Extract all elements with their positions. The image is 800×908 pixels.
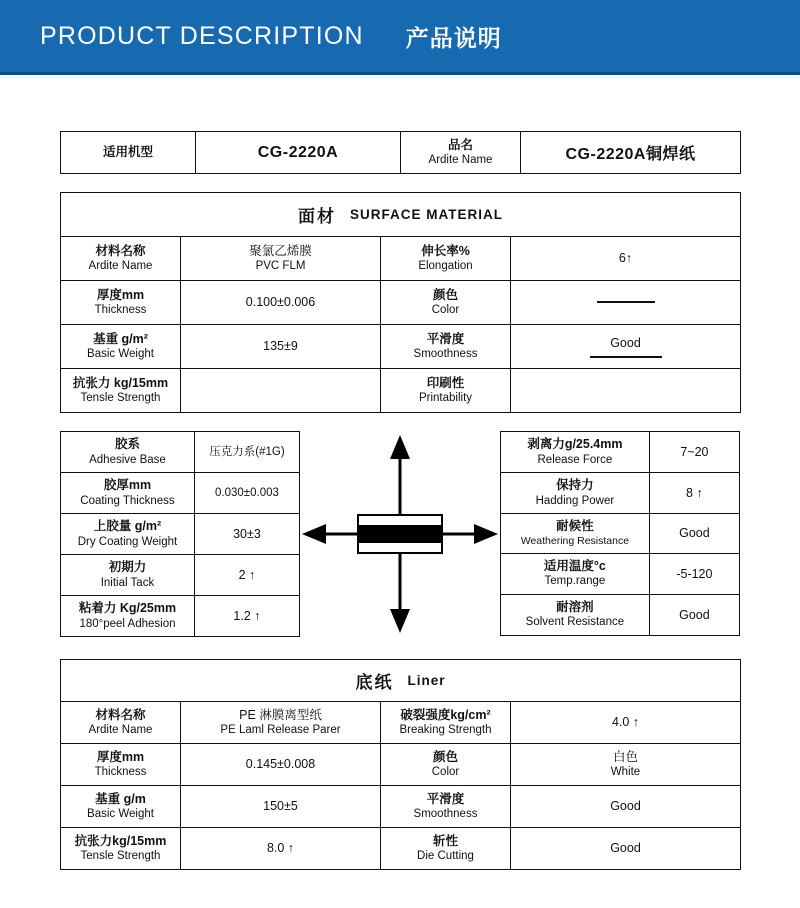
solvent-resistance-value	[649, 594, 739, 635]
product-name-value-text: CG-2220A铜焊纸	[565, 146, 696, 163]
liner-thickness-label	[61, 744, 181, 786]
label-cn: 胶系	[114, 437, 140, 451]
label-en: Tensle Strength	[80, 850, 161, 863]
value-en: PVC FLM	[255, 260, 306, 273]
value-text: Good	[679, 607, 710, 622]
label-cn: 剥离力g/25.4mm	[527, 437, 623, 451]
value-en: White	[610, 766, 641, 779]
label-en: Color	[431, 766, 460, 779]
weathering-resistance-label	[501, 514, 650, 554]
label-cn: 耐溶剂	[556, 599, 594, 614]
value-text: Good	[590, 335, 662, 357]
label-cn: 适用温度°c	[543, 558, 606, 573]
label-en: Basic Weight	[87, 808, 154, 821]
liner-breaking-strength-label	[381, 702, 511, 744]
performance-table	[500, 431, 740, 636]
initial-tack-label	[61, 555, 195, 596]
surface-basic-weight-label	[61, 325, 181, 369]
hadding-power-label	[501, 473, 650, 514]
table-row	[501, 432, 740, 473]
liner-material-name-value	[181, 702, 381, 744]
label-cn: 耐候性	[556, 519, 594, 533]
liner-smoothness-value	[511, 786, 741, 828]
hadding-power-value	[649, 473, 739, 514]
coating-thickness-value	[194, 473, 299, 514]
surface-color-value	[511, 281, 741, 325]
product-name-value	[521, 132, 741, 174]
product-name-label-cn: 品名	[447, 137, 473, 152]
label-cn: 基重 g/m	[95, 791, 146, 806]
surface-material-name-value	[181, 237, 381, 281]
table-row	[61, 786, 741, 828]
dry-coating-weight-value	[194, 514, 299, 555]
value-text: 0.100±0.006	[245, 295, 316, 310]
label-cn: 斩性	[432, 833, 458, 848]
value-text: 8.0 ↑	[266, 841, 295, 856]
surface-elongation-value	[511, 237, 741, 281]
value-en: PE Laml Release Parer	[220, 724, 341, 737]
label-en: Elongation	[418, 260, 473, 273]
surface-material-table	[60, 192, 741, 413]
liner-color-label	[381, 744, 511, 786]
structure-diagram	[300, 433, 500, 635]
peel-adhesion-label	[61, 596, 195, 637]
table-row	[501, 553, 740, 594]
label-en: Release Force	[537, 453, 613, 466]
page-title-cn: 产品说明	[405, 24, 502, 51]
value-text: 7~20	[680, 444, 709, 459]
label-en: Solvent Resistance	[525, 616, 625, 629]
model-table	[60, 131, 741, 174]
label-en: Dry Coating Weight	[77, 535, 178, 548]
liner-section-header	[61, 660, 741, 702]
table-row	[61, 744, 741, 786]
label-en: Tensle Strength	[80, 392, 161, 405]
label-en: 180°peel Adhesion	[79, 617, 176, 630]
liner-section-header-row	[61, 660, 741, 702]
value-cn: 白色	[613, 750, 639, 765]
adhesive-base-label	[61, 432, 195, 473]
product-name-label-en: Ardite Name	[428, 154, 493, 167]
label-en: Initial Tack	[100, 576, 155, 589]
label-cn: 颜色	[432, 287, 458, 302]
adhesive-base-value	[194, 432, 299, 473]
label-cn: 材料名称	[95, 707, 146, 722]
surface-basic-weight-value	[181, 325, 381, 369]
label-cn: 抗张力kg/15mm	[74, 833, 167, 848]
label-en: Ardite Name	[88, 724, 153, 737]
label-cn: 平滑度	[426, 331, 465, 346]
surface-printability-value	[511, 369, 741, 413]
surface-thickness-value	[181, 281, 381, 325]
liner-color-value	[511, 744, 741, 786]
page-header-banner	[0, 0, 800, 72]
surface-section-header-row	[61, 193, 741, 237]
table-row	[501, 514, 740, 554]
value-text: 0.030±0.003	[215, 486, 279, 499]
initial-tack-value	[194, 555, 299, 596]
surface-material-name-label	[61, 237, 181, 281]
release-force-label	[501, 432, 650, 473]
applicable-model-label	[61, 132, 196, 174]
product-name-label	[401, 132, 521, 174]
liner-thickness-value	[181, 744, 381, 786]
table-row	[61, 132, 741, 174]
liner-tensile-strength-value	[181, 828, 381, 870]
surface-elongation-label	[381, 237, 511, 281]
surface-section-title-cn: 面材	[298, 207, 336, 226]
liner-die-cutting-label	[381, 828, 511, 870]
surface-color-label	[381, 281, 511, 325]
liner-smoothness-label	[381, 786, 511, 828]
surface-section-header	[61, 193, 741, 237]
table-row	[61, 369, 741, 413]
applicable-model-value-text: CG-2220A	[257, 143, 339, 161]
table-row	[61, 596, 300, 637]
surface-printability-label	[381, 369, 511, 413]
label-en: Die Cutting	[417, 850, 474, 863]
value-text: 0.145±0.008	[245, 757, 316, 772]
weathering-resistance-value	[649, 514, 739, 554]
value-text: 4.0 ↑	[611, 715, 640, 730]
liner-material-name-label	[61, 702, 181, 744]
label-cn: 初期力	[108, 560, 147, 574]
value-text: 2 ↑	[238, 567, 256, 582]
applicable-model-value	[196, 132, 401, 174]
applicable-model-label-cn: 适用机型	[102, 144, 153, 159]
label-en: Smoothness	[413, 808, 478, 821]
surface-smoothness-label	[381, 325, 511, 369]
value-text: 8 ↑	[686, 485, 703, 500]
label-en: Breaking Strength	[399, 724, 492, 737]
value-text: Good	[610, 841, 641, 856]
table-row	[61, 281, 741, 325]
liner-table	[60, 659, 741, 870]
value-text: 1.2 ↑	[233, 608, 261, 623]
label-cn: 基重 g/m²	[93, 331, 148, 346]
label-cn: 颜色	[432, 749, 458, 764]
coating-thickness-label	[61, 473, 195, 514]
value-text: 30±3	[233, 526, 261, 541]
four-direction-arrow-cross-icon	[300, 433, 500, 635]
page-title-en: PRODUCT DESCRIPTION	[40, 21, 364, 50]
table-row	[61, 514, 300, 555]
label-en: Weathering Resistance	[520, 534, 630, 547]
release-force-value	[649, 432, 739, 473]
middle-section	[60, 431, 740, 637]
label-cn: 伸长率%	[421, 243, 470, 258]
table-row	[61, 432, 300, 473]
liner-section-title-en: Liner	[407, 673, 446, 688]
label-cn: 平滑度	[426, 791, 465, 806]
value-text	[181, 386, 380, 396]
value-text: 压克力系(#1G)	[209, 445, 285, 458]
surface-tensile-strength-label	[61, 369, 181, 413]
temp-range-value	[649, 553, 739, 594]
liner-breaking-strength-value	[511, 702, 741, 744]
label-cn: 材料名称	[95, 243, 146, 258]
solvent-resistance-label	[501, 594, 650, 635]
liner-section-title-cn: 底纸	[355, 673, 394, 692]
label-cn: 胶厚mm	[103, 478, 152, 492]
liner-die-cutting-value	[511, 828, 741, 870]
label-cn: 粘着力 Kg/25mm	[78, 601, 177, 615]
table-row	[501, 594, 740, 635]
value-text: 6↑	[618, 251, 633, 266]
label-cn: 抗张力 kg/15mm	[72, 375, 169, 390]
banner-divider	[0, 72, 800, 75]
adhesive-table	[60, 431, 300, 637]
label-en: Coating Thickness	[80, 494, 175, 507]
label-en: Thickness	[94, 766, 147, 779]
label-en: Ardite Name	[88, 260, 153, 273]
label-en: Temp.range	[544, 575, 606, 588]
liner-basic-weight-value	[181, 786, 381, 828]
table-row	[61, 555, 300, 596]
table-row	[61, 702, 741, 744]
label-en: Adhesive Base	[89, 453, 166, 466]
surface-section-title-en: SURFACE MATERIAL	[350, 207, 503, 222]
label-cn: 上胶量 g/m²	[93, 519, 162, 533]
blank-dash-mark	[597, 301, 655, 303]
label-en: Thickness	[94, 304, 147, 317]
label-en: Color	[431, 304, 460, 317]
label-en: Hadding Power	[535, 494, 615, 507]
dry-coating-weight-label	[61, 514, 195, 555]
temp-range-label	[501, 553, 650, 594]
value-cn: 聚氯乙烯膜	[249, 244, 312, 259]
label-en: Printability	[418, 392, 473, 405]
value-text: 135±9	[263, 339, 298, 354]
label-cn: 厚度mm	[96, 287, 145, 302]
peel-adhesion-value	[194, 596, 299, 637]
value-text: -5-120	[676, 566, 713, 581]
value-text: Good	[610, 799, 641, 814]
label-cn: 印刷性	[426, 375, 465, 390]
table-row	[61, 473, 300, 514]
liner-tensile-strength-label	[61, 828, 181, 870]
label-cn: 厚度mm	[96, 749, 145, 764]
liner-basic-weight-label	[61, 786, 181, 828]
surface-smoothness-value	[511, 325, 741, 369]
surface-thickness-label	[61, 281, 181, 325]
surface-tensile-strength-value	[181, 369, 381, 413]
table-row	[61, 325, 741, 369]
label-cn: 保持力	[556, 478, 594, 492]
value-cn: PE 淋膜离型纸	[239, 708, 322, 723]
value-text	[511, 386, 740, 396]
label-en: Basic Weight	[87, 348, 154, 361]
table-row	[61, 828, 741, 870]
label-cn: 破裂强度kg/cm²	[400, 707, 491, 722]
label-en: Smoothness	[413, 348, 478, 361]
table-row	[61, 237, 741, 281]
value-text: Good	[679, 526, 710, 541]
value-text: 150±5	[263, 799, 298, 814]
table-row	[501, 473, 740, 514]
